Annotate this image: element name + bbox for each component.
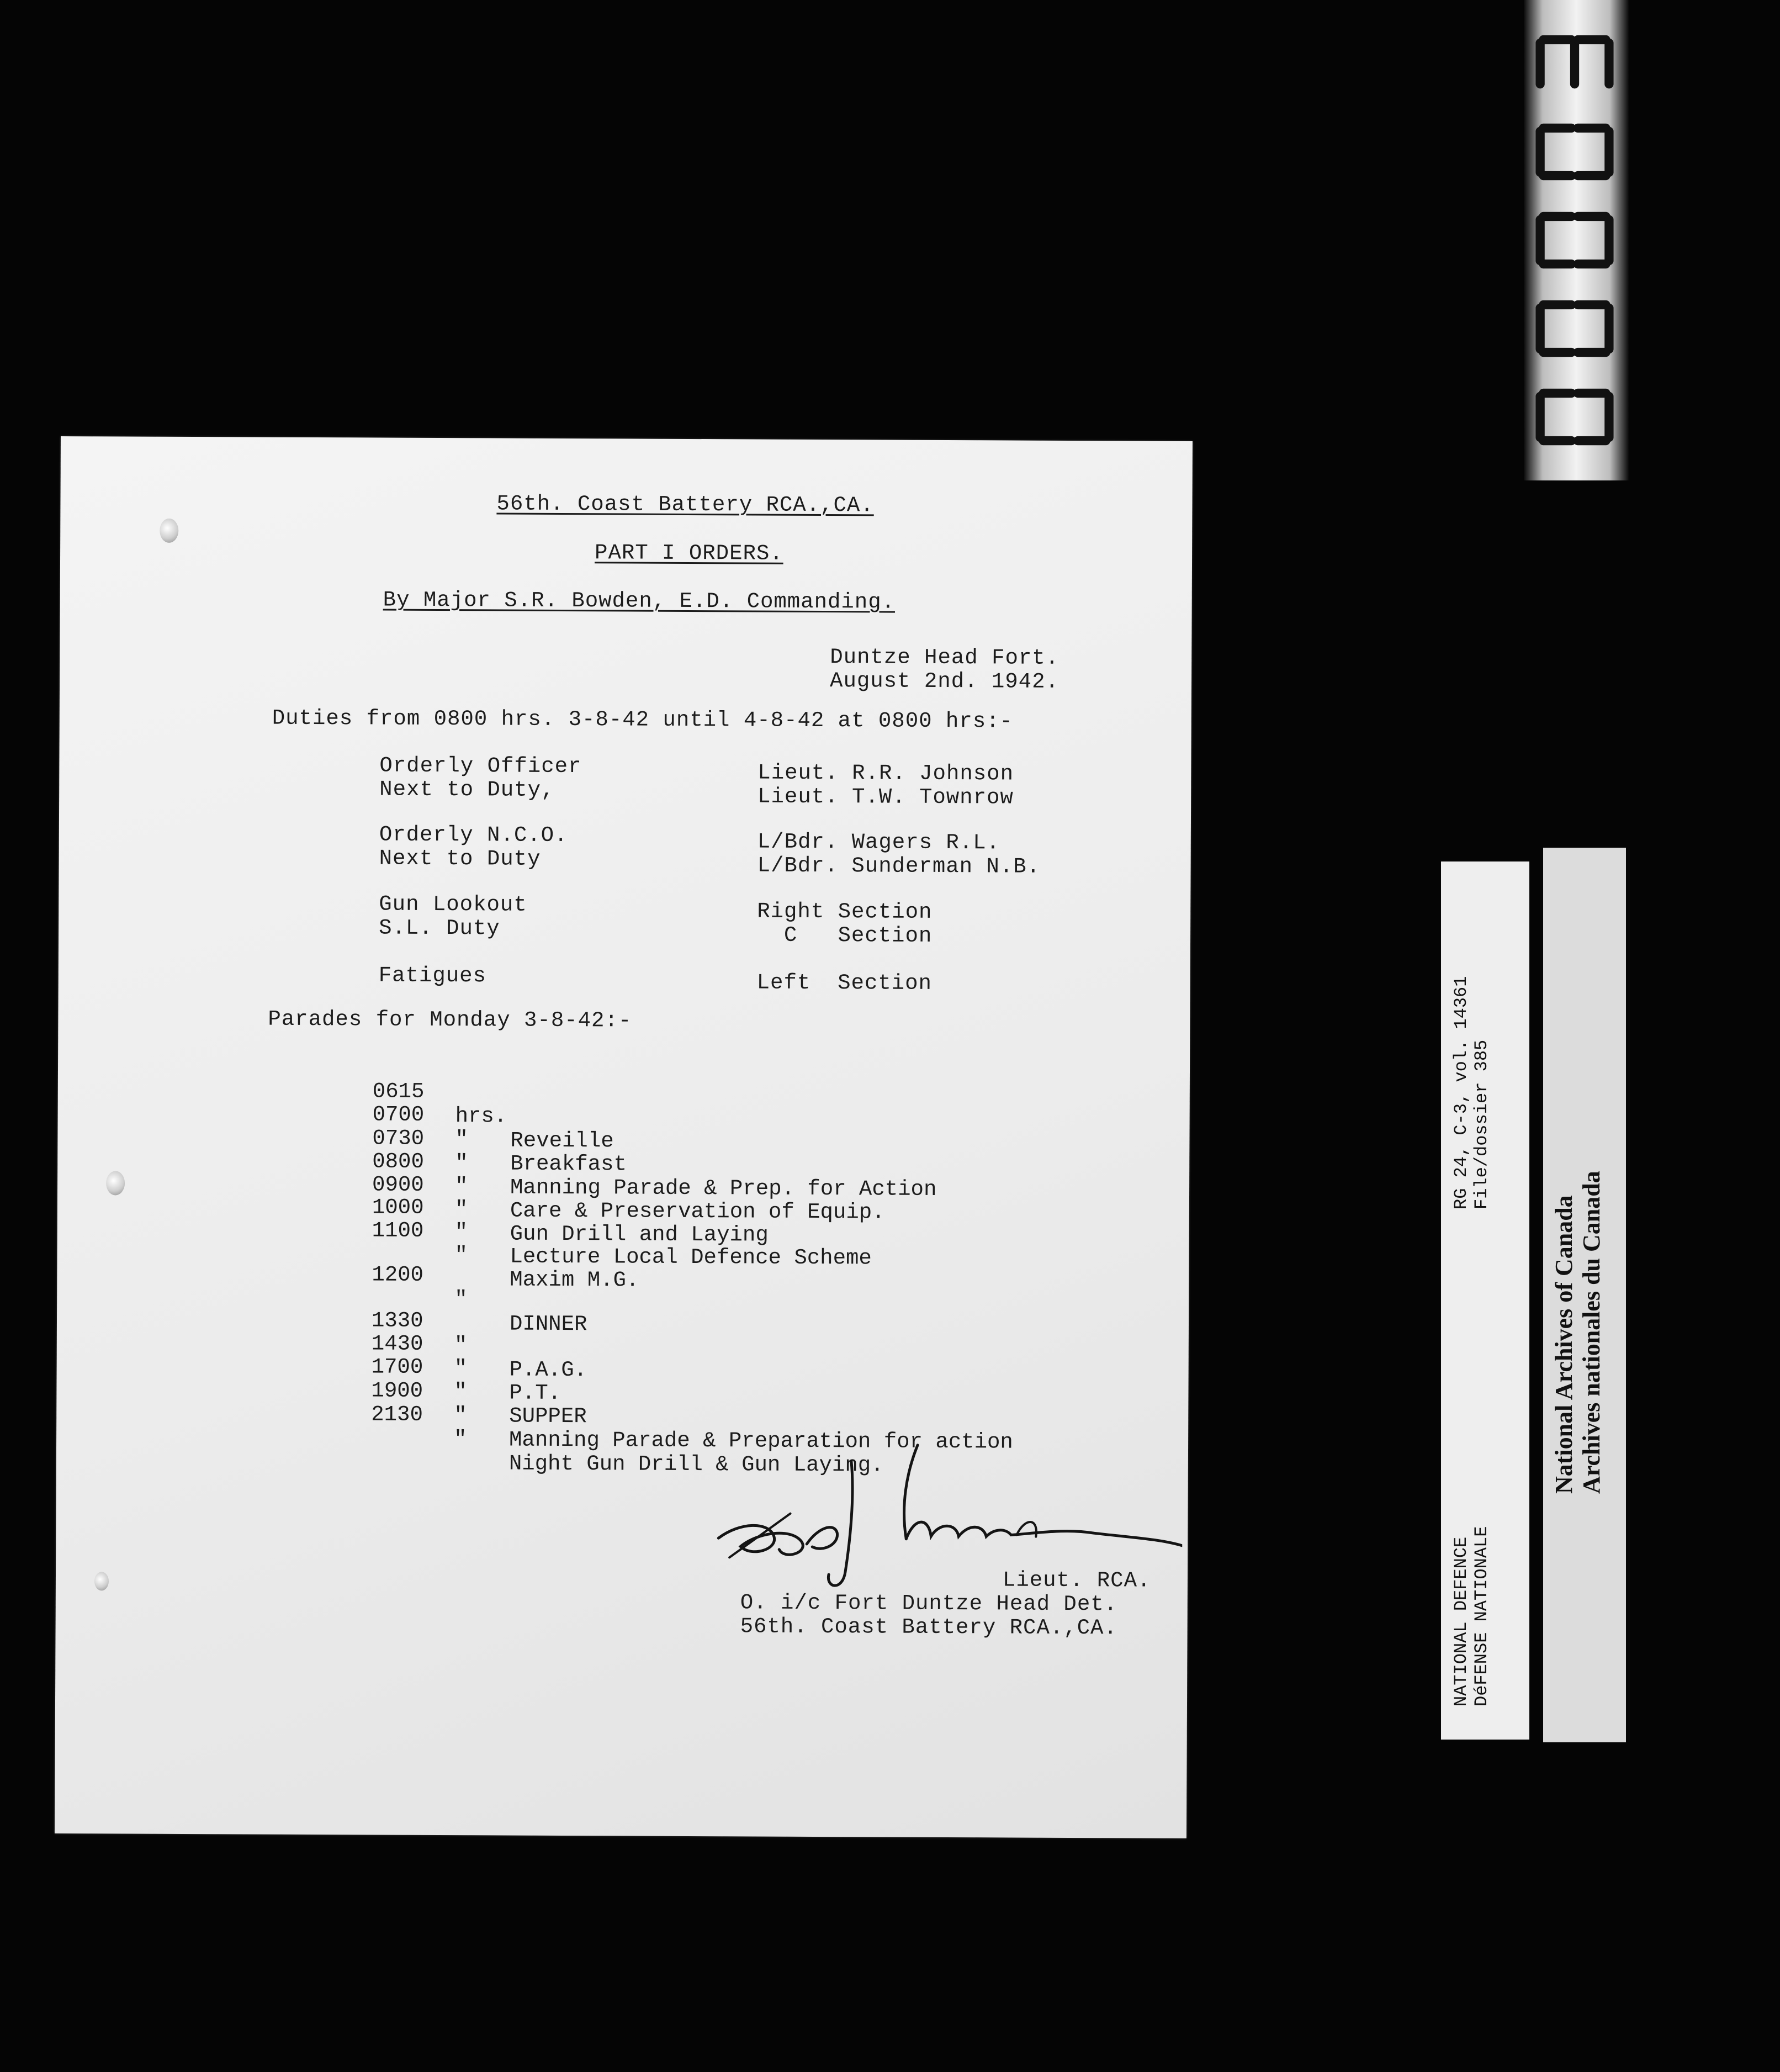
- schedule-time: 0800: [372, 1149, 424, 1174]
- schedule-activity: DINNER: [509, 1312, 587, 1337]
- schedule-mark: ": [454, 1356, 468, 1381]
- schedule-time: 1100: [372, 1218, 424, 1243]
- duty-assignee: Lieut. R.R. Johnson: [757, 760, 1014, 786]
- unit-title: 56th. Coast Battery RCA.,CA.: [496, 491, 874, 518]
- duty-assignee: Left Section: [756, 970, 933, 996]
- schedule-mark: ": [454, 1197, 468, 1222]
- schedule-activity: SUPPER: [509, 1404, 587, 1429]
- duty-assignee: L/Bdr. Wagers R.L.: [757, 829, 1000, 855]
- location: Duntze Head Fort.: [830, 645, 1059, 670]
- duty-name: Gun Lookout: [379, 892, 527, 917]
- department-fr: DéFENSE NATIONALE: [1471, 1526, 1492, 1706]
- schedule-activity: Night Gun Drill & Gun Laying.: [508, 1451, 884, 1478]
- duty-name: S.L. Duty: [379, 916, 500, 941]
- duty-name: Fatigues: [378, 963, 487, 989]
- document-page: [55, 436, 1193, 1838]
- duty-assignee: L/Bdr. Sunderman N.B.: [757, 853, 1041, 879]
- schedule-mark: ": [455, 1127, 468, 1152]
- schedule-mark: ": [454, 1174, 468, 1199]
- reference-line1: RG 24, C-3, vol. 14361: [1451, 976, 1471, 1209]
- signatory-position: O. i/c Fort Duntze Head Det.: [740, 1590, 1118, 1617]
- duty-assignee: Lieut. T.W. Townrow: [757, 784, 1014, 810]
- schedule-activity: Manning Parade & Preparation for action: [508, 1428, 1013, 1455]
- signatory-unit: 56th. Coast Battery RCA.,CA.: [740, 1614, 1118, 1641]
- frame-number-digit: [1546, 199, 1603, 282]
- schedule-activity: Maxim M.G.: [510, 1267, 639, 1293]
- archive-institution-label: [1543, 848, 1626, 1742]
- frame-number-digit: [1546, 22, 1603, 105]
- schedule-mark: ": [454, 1379, 467, 1404]
- archives-name-fr: Archives nationales du Canada: [1578, 1171, 1605, 1494]
- duty-name: Next to Duty,: [379, 777, 555, 802]
- parades-heading: Parades for Monday 3-8-42:-: [268, 1007, 632, 1033]
- archive-reference-label: [1441, 861, 1529, 1740]
- schedule-time: 1900: [371, 1378, 423, 1403]
- schedule-time: 1200: [372, 1262, 424, 1287]
- schedule-activity: Lecture Local Defence Scheme: [510, 1244, 872, 1271]
- reference-line2: File/dossier 385: [1471, 1039, 1492, 1209]
- schedule-time: 1430: [371, 1331, 423, 1356]
- schedule-activity: Care & Preservation of Equip.: [510, 1198, 885, 1225]
- schedule-activity: Manning Parade & Prep. for Action: [510, 1175, 937, 1202]
- schedule-mark: hrs.: [455, 1104, 507, 1129]
- schedule-time: 1330: [371, 1308, 423, 1333]
- archives-name-en: National Archives of Canada: [1550, 1195, 1577, 1494]
- schedule-time: 0700: [372, 1102, 425, 1127]
- schedule-activity: Breakfast: [510, 1151, 627, 1177]
- frame-number-digit: [1546, 110, 1603, 193]
- schedule-mark: ": [454, 1403, 467, 1428]
- duty-name: Next to Duty: [379, 846, 541, 871]
- commanding-line: By Major S.R. Bowden, E.D. Commanding.: [383, 588, 896, 615]
- schedule-mark: ": [453, 1427, 467, 1452]
- orders-title: PART I ORDERS.: [594, 541, 783, 566]
- signatory-rank: Lieut. RCA.: [1002, 1568, 1151, 1593]
- schedule-mark: ": [454, 1243, 468, 1268]
- frame-number-digit: [1546, 287, 1603, 370]
- duties-heading: Duties from 0800 hrs. 3-8-42 until 4-8-42 at 0800 hrs:-: [272, 706, 1014, 734]
- schedule-time: 2130: [371, 1402, 423, 1427]
- schedule-time: 1700: [371, 1355, 423, 1379]
- duty-assignee: Right Section: [757, 899, 933, 924]
- duty-assignee: C Section: [756, 923, 933, 948]
- frame-number-strip: [1524, 0, 1629, 480]
- duty-name: Orderly Officer: [379, 753, 582, 779]
- schedule-mark: ": [454, 1287, 468, 1312]
- schedule-time: 0900: [372, 1172, 424, 1197]
- schedule-mark: ": [455, 1151, 468, 1176]
- document-date: August 2nd. 1942.: [829, 669, 1059, 694]
- schedule-mark: ": [454, 1220, 468, 1245]
- schedule-time: 0615: [372, 1079, 425, 1104]
- frame-number-digit: [1546, 376, 1603, 458]
- department-en: NATIONAL DEFENCE: [1451, 1536, 1471, 1706]
- duty-name: Orderly N.C.O.: [379, 822, 568, 848]
- schedule-time: 0730: [372, 1126, 425, 1151]
- schedule-mark: ": [454, 1333, 468, 1358]
- punch-hole: [106, 1171, 125, 1195]
- schedule-activity: P.T.: [509, 1381, 561, 1405]
- schedule-activity: P.A.G.: [509, 1357, 587, 1383]
- schedule-time: 1000: [372, 1195, 424, 1220]
- punch-hole: [160, 519, 178, 543]
- punch-hole: [94, 1572, 109, 1590]
- schedule-activity: Reveille: [510, 1128, 614, 1154]
- schedule-activity: Gun Drill and Laying: [510, 1222, 769, 1248]
